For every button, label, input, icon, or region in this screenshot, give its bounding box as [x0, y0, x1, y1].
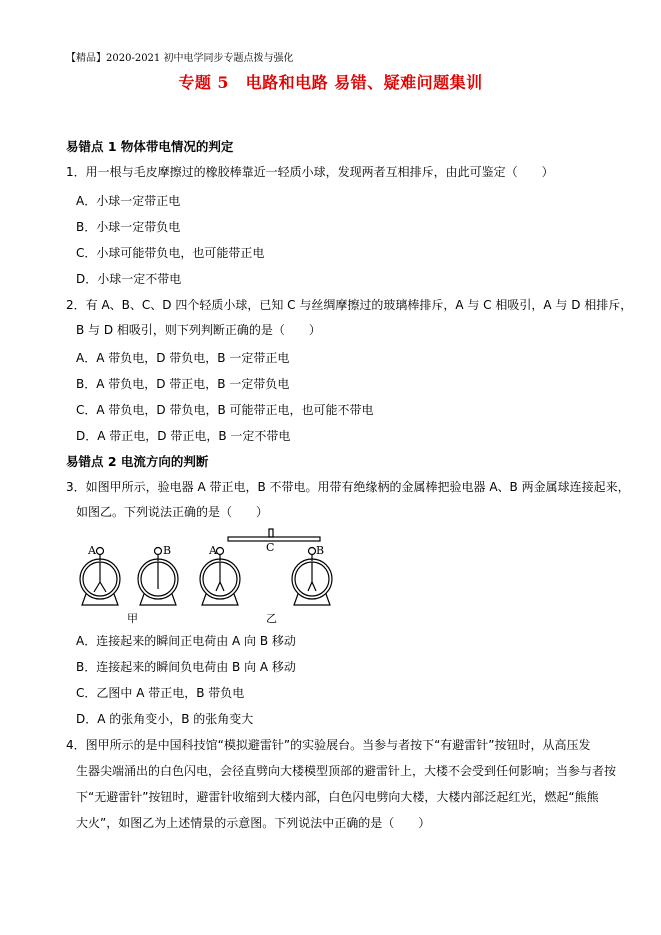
- question-3-option-d: D．A 的张角变小，B 的张角变大: [76, 712, 254, 726]
- section-heading-1: 易错点 1 物体带电情况的判定: [66, 139, 234, 154]
- electroscope-a-jia: [80, 548, 120, 606]
- metal-rod-c: [228, 529, 320, 541]
- question-1-option-c: C．小球可能带负电，也可能带正电: [76, 246, 265, 260]
- page-title: 专题 5 电路和电路 易错、疑难问题集训: [178, 73, 483, 92]
- question-1-line-1: 1．用一根与毛皮摩擦过的橡胶棒靠近一轻质小球，发现两者互相排斥，由此可鉴定（ ）: [66, 165, 554, 179]
- electroscope-figure: [70, 527, 350, 627]
- question-2-line-2: B 与 D 相吸引，则下列判断正确的是（ ）: [76, 323, 321, 337]
- label-a-jia: A: [88, 544, 96, 557]
- label-b-yi: B: [316, 544, 325, 557]
- label-a-yi: A: [209, 544, 217, 557]
- question-1-option-d: D．小球一定不带电: [76, 272, 182, 286]
- caption-yi: 乙: [266, 612, 277, 625]
- question-3-line-2: 如图乙。下列说法正确的是（ ）: [76, 505, 269, 519]
- question-3-option-b: B．连接起来的瞬间负电荷由 B 向 A 移动: [76, 660, 296, 674]
- question-1-option-a: A．小球一定带正电: [76, 194, 181, 208]
- question-2-option-d: D．A 带正电，D 带正电，B 一定不带电: [76, 429, 291, 443]
- question-3-line-1: 3．如图甲所示，验电器 A 带正电，B 不带电。用带有绝缘柄的金属棒把验电器 A、B 两金属球连接起来，: [66, 480, 630, 494]
- electroscope-b-yi: [292, 548, 332, 606]
- electroscope-b-jia: [138, 548, 178, 606]
- caption-jia: 甲: [127, 612, 138, 625]
- question-3-option-a: A．连接起来的瞬间正电荷由 A 向 B 移动: [76, 634, 296, 648]
- question-3-option-c: C．乙图中 A 带正电，B 带负电: [76, 686, 245, 700]
- page-header: 【精品】2020-2021 初中电学同步专题点拨与强化: [66, 53, 294, 64]
- label-c: C: [266, 541, 275, 554]
- electroscope-a-yi: [200, 548, 240, 606]
- question-4-line-4: 大火”，如图乙为上述情景的示意图。下列说法中正确的是（ ）: [76, 816, 431, 830]
- question-1-option-b: B．小球一定带负电: [76, 220, 181, 234]
- question-2-option-a: A．A 带负电，D 带负电，B 一定带正电: [76, 351, 290, 365]
- question-2-option-b: B．A 带负电，D 带正电，B 一定带负电: [76, 377, 290, 391]
- question-4-line-2: 生器尖端涌出的白色闪电，会径直劈向大楼模型顶部的避雷针上，大楼不会受到任何影响；当参与者按: [76, 764, 617, 778]
- question-2-line-1: 2．有 A、B、C、D 四个轻质小球，已知 C 与丝绸摩擦过的玻璃棒排斥，A 与 C 相吸引，A 与 D 相排斥，: [66, 298, 633, 312]
- section-heading-2: 易错点 2 电流方向的判断: [66, 454, 209, 469]
- question-4-line-1: 4．图甲所示的是中国科技馆“模拟避雷针”的实验展台。当参与者按下“有避雷针”按钮时，从高压发: [66, 738, 591, 752]
- label-b-jia: B: [163, 544, 172, 557]
- question-2-option-c: C．A 带负电，D 带负电，B 可能带正电，也可能不带电: [76, 403, 374, 417]
- question-4-line-3: 下“无避雷针”按钮时，避雷针收缩到大楼内部，白色闪电劈向大楼，大楼内部泛起红光，燃起“熊熊: [76, 790, 599, 804]
